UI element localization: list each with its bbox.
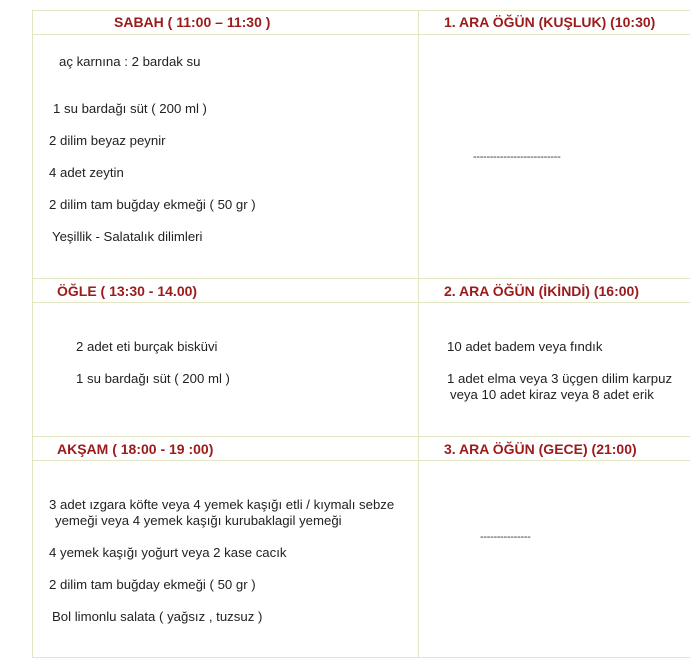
row-divider [32, 278, 690, 279]
empty-placeholder: --------------- [480, 531, 531, 543]
list-item: aç karnına : 2 bardak su [59, 54, 201, 69]
meal-title-ara1: 1. ARA ÖĞÜN (KUŞLUK) (10:30) [444, 14, 656, 30]
table-border-top [32, 10, 690, 11]
meal-title-aksam: AKŞAM ( 18:00 - 19 :00) [57, 441, 214, 457]
empty-placeholder: -------------------------- [473, 151, 561, 163]
list-item: 1 adet elma veya 3 üçgen dilim karpuz [447, 371, 673, 386]
list-item: 4 adet zeytin [49, 165, 124, 180]
meal-title-sabah: SABAH ( 11:00 – 11:30 ) [114, 14, 271, 30]
row-divider [32, 460, 690, 461]
list-item: Bol limonlu salata ( yağsız , tuzsuz ) [52, 609, 263, 624]
list-item: 3 adet ızgara köfte veya 4 yemek kaşığı etli / kıymalı sebze [49, 497, 395, 512]
list-item: 10 adet badem veya fındık [447, 339, 603, 354]
list-item: 2 dilim tam buğday ekmeği ( 50 gr ) [49, 197, 256, 212]
meal-title-ara2: 2. ARA ÖĞÜN (İKİNDİ) (16:00) [444, 283, 639, 299]
table-border-left [32, 10, 33, 658]
meal-title-ara3: 3. ARA ÖĞÜN (GECE) (21:00) [444, 441, 637, 457]
list-item: 2 dilim beyaz peynir [49, 133, 166, 148]
row-divider [32, 34, 690, 35]
list-item: 1 su bardağı süt ( 200 ml ) [53, 101, 207, 116]
list-item: yemeği veya 4 yemek kaşığı kurubaklagil yemeği [55, 513, 342, 528]
list-item: Yeşillik - Salatalık dilimleri [52, 229, 203, 244]
row-divider [32, 436, 690, 437]
list-item: 2 dilim tam buğday ekmeği ( 50 gr ) [49, 577, 256, 592]
meal-title-ogle: ÖĞLE ( 13:30 - 14.00) [57, 283, 198, 299]
list-item: veya 10 adet kiraz veya 8 adet erik [450, 387, 654, 402]
list-item: 4 yemek kaşığı yoğurt veya 2 kase cacık [49, 545, 287, 560]
list-item: 2 adet eti burçak bisküvi [76, 339, 218, 354]
row-divider [32, 302, 690, 303]
table-border-middle [418, 10, 419, 658]
list-item: 1 su bardağı süt ( 200 ml ) [76, 371, 230, 386]
table-border-bottom [32, 657, 690, 658]
